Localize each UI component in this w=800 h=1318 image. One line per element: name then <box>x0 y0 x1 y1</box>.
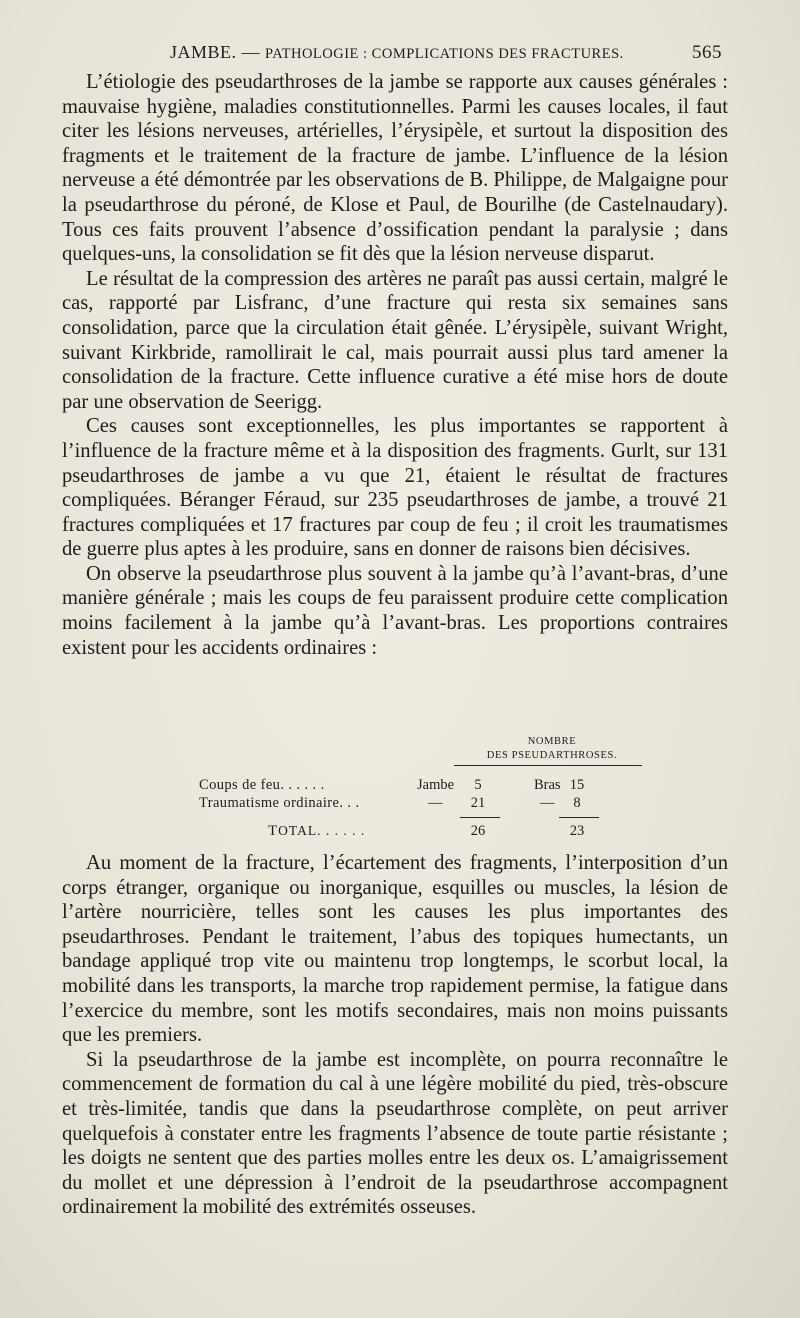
table-header-line1: NOMBRE <box>527 736 577 747</box>
col2-label: — <box>540 795 555 811</box>
running-header <box>62 40 730 70</box>
table-row <box>62 795 728 815</box>
total-label: TOTAL. . . . . . <box>268 823 366 839</box>
paragraph: Si la pseudarthrose de la jambe est incomplète, on pourra reconnaître le commencement de formation du cal à une légère mobilité du pied, très-obscure et très-limitée, tandis que dans la pseudarthrose complète, on peut arriver quelquefois à constater entre les fragments l’absence de toute partie résistante ; les doigts ne sentent que des parties molles entre les deux os. L’amaigrissement du mollet et une dépression à l’endroit de la pseudarthrose accompagnent ordinairement la mobilité des extrémités osseuses. <box>62 1048 728 1219</box>
sum-rule-col1 <box>460 817 500 818</box>
total-col1-value: 26 <box>470 823 486 839</box>
row-label: Traumatisme ordinaire. . . <box>199 795 360 811</box>
sum-rule-col2 <box>559 817 599 818</box>
paragraph: Ces causes sont exceptionnelles, les plus importantes se rapportent à l’influence de la fracture même et à la disposition des fragments. Gurlt, sur 131 pseudarthroses de jambe a vu que 21, étaient le résultat de fractures compliquées. Béranger Féraud, sur 235 pseudarthroses de jambe, a trouvé 21 fractures compliquées et 17 fractures par coup de feu ; il croit les traumatismes de guerre plus aptes à les produire, sans en donner de raisons bien décisives. <box>62 415 728 561</box>
col2-label: Bras <box>534 777 561 793</box>
paragraph: On observe la pseudarthrose plus souvent à la jambe qu’à l’avant-bras, d’une manière générale ; mais les coups de feu paraissent produire cette complication moins facilement à la jambe qu’à l’avant-bras. Les proportions contraires existent pour les accidents ordinaires : <box>62 562 728 659</box>
table-total-row <box>62 823 728 843</box>
body-text-bottom <box>62 851 728 1220</box>
table-row <box>62 777 728 797</box>
col1-label: Jambe <box>417 777 455 793</box>
col1-value: 5 <box>474 777 482 793</box>
header-dash: — <box>241 42 261 62</box>
col1-label: — <box>428 795 443 811</box>
col2-value: 8 <box>573 795 581 811</box>
total-col2-value: 23 <box>569 823 585 839</box>
body-text-top <box>62 70 728 660</box>
paragraph: Le résultat de la compression des artères ne paraît pas aussi certain, malgré le cas, rapporté par Lisfranc, d’une fracture qui resta six semaines sans consolidation, parce que la circulation était gênée. L’érysipèle, suivant Wright, suivant Kirkbride, ramollirait le cal, mais pourrait aussi plus tard amener la consolidation de la fracture. Cette influence curative a été mise hors de doute par une observation de Seerigg. <box>62 267 728 413</box>
row-label: Coups de feu. . . . . . <box>199 777 325 793</box>
col2-value: 15 <box>569 777 585 793</box>
header-title-rest: PATHOLOGIE : COMPLICATIONS DES FRACTURES. <box>265 46 624 62</box>
paragraph: L’étiologie des pseudarthroses de la jambe se rapporte aux causes générales : mauvaise hygiène, maladies constitutionnelles. Parmi les causes locales, il faut citer les lésions nerveuses, artérielles, l’érysipèle, et surtout la disposition des fragments et le traitement de la fracture de jambe. L’influence de la lésion nerveuse a été démontrée par les observations de B. Philippe, de Malgaigne pour la pseudarthrose du péroné, de Klose et Paul, de Bourilhe (de Castelnaudary). Tous ces faits prouvent l’absence d’ossification pendant la paralysie ; dans quelques-uns, la consolidation se fit dès que la lésion nerveuse disparut. <box>62 71 728 266</box>
table-header-rule <box>454 765 642 766</box>
statistics-table <box>62 735 728 845</box>
col1-value: 21 <box>470 795 486 811</box>
header-title <box>170 42 624 63</box>
page-number: 565 <box>692 42 722 63</box>
table-header-line2: DES PSEUDARTHROSES. <box>486 750 618 761</box>
paragraph: Au moment de la fracture, l’écartement des fragments, l’interposition d’un corps étranger, organique ou inorganique, esquilles ou muscles, la lésion de l’artère nourricière, telles sont les causes les plus importantes des pseudarthroses. Pendant le traitement, l’abus des topiques humectants, un bandage appliqué trop vite ou maintenu trop longtemps, le scorbut local, la mobilité dans les transports, la marche trop rapidement permise, la fatigue dans l’exercice du membre, sont les motifs secondaires, mais non moins puissants que les premiers. <box>62 852 728 1047</box>
header-title-main: JAMBE. <box>170 42 237 62</box>
